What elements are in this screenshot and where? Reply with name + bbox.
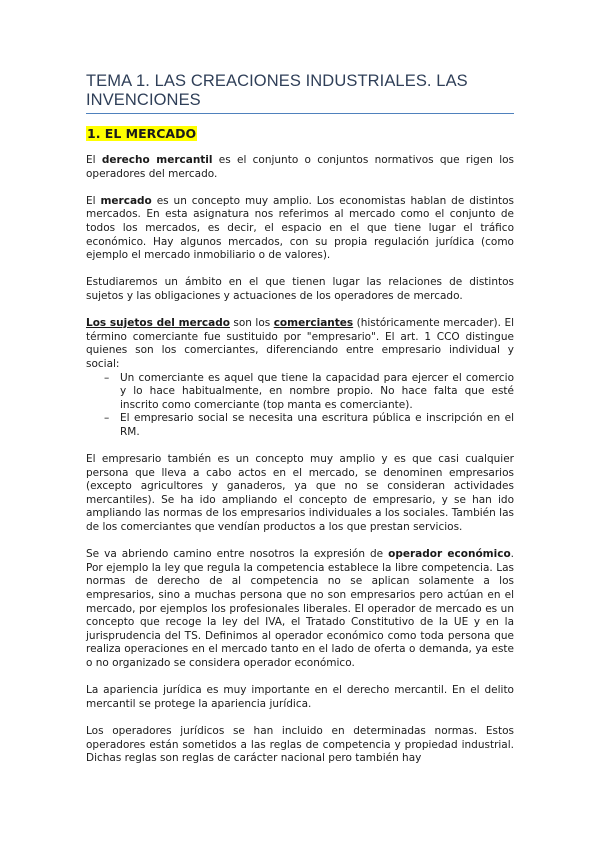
paragraph-mercado xyxy=(86,195,514,263)
term-sujetos-del-mercado: Los sujetos del mercado xyxy=(86,317,230,330)
p1-pre: El xyxy=(86,154,102,166)
paragraph-estudiaremos: Estudiaremos un ámbito en el que tienen lugar las relaciones de distintos sujetos y las obligaciones y actuaciones de los operadores de mercado. xyxy=(86,276,514,302)
paragraph-apariencia-juridica: La apariencia jurídica es muy importante en el derecho mercantil. En el delito mercantil se protege la apariencia jurídica. xyxy=(86,684,514,710)
page-title: TEMA 1. LAS CREACIONES INDUSTRIALES. LAS INVENCIONES xyxy=(86,72,468,109)
bullet-dash: – xyxy=(104,371,110,384)
paragraph-operador-economico xyxy=(86,548,514,670)
list-item xyxy=(86,372,514,413)
term-mercado: mercado xyxy=(100,194,152,207)
bullet-text: El empresario social se necesita una escritura pública e inscripción en el RM. xyxy=(120,412,514,438)
p6-pre: Se va abriendo camino entre nosotros la expresión de xyxy=(86,548,389,561)
bullet-text: Un comerciante es aquel que tiene la capacidad para ejercer el comercio y lo hace habitualmente, en nombre propio. No hace falta que esté inscrito como comerciante (top manta es comerciante). xyxy=(120,371,514,411)
p4-post: (históricamente mercader). El término comerciante fue sustituido por "empresario". El art. 1 CCO distingue quienes son los comerciantes, diferenciando entre empresario individual y social: xyxy=(86,317,514,370)
bullet-list xyxy=(86,372,514,440)
p4-mid: son los xyxy=(229,317,274,330)
term-comerciantes: comerciantes xyxy=(273,317,354,330)
section-heading xyxy=(86,126,197,142)
paragraph-empresario: El empresario también es un concepto muy amplio y es que casi cualquier persona que lleva a cabo actos en el mercado, se denominen empresarios (excepto agricultores y ganaderos, ya que no se consideran actividades mercantiles). Se ha ido ampliando el concepto de empresario, y se han ido ampliando las normas de los empresarios individuales a los sociales. También las de los comerciantes que vendían productos a los que prestan servicios. xyxy=(86,453,514,534)
title-underline-rule xyxy=(86,113,514,114)
p2-pre: El xyxy=(86,194,101,207)
p1-post: es el conjunto o conjuntos normativos que rigen los operadores del mercado. xyxy=(86,154,515,180)
paragraph-operadores-juridicos: Los operadores jurídicos se han incluido en determinadas normas. Estos operadores están sometidos a las reglas de competencia y propiedad industrial. Dichas reglas son reglas de carácter nacional pero también hay xyxy=(86,724,514,765)
list-item xyxy=(86,412,514,439)
body-text xyxy=(86,154,514,766)
p6-post: . Por ejemplo la ley que regula la competencia establece la libre competencia. Las normas de derecho de al competencia no se aplican solamente a los empresarios, sino a muchas persona que no son empresarios pero actúan en el mercado, por ejemplos los profesionales liberales. El operador de mercado es un concepto que recoge la ley del IVA, el Tratado Constitutivo de la UE y en la jurisprudencia del TS. Definimos al operador económico como toda persona que realiza operaciones en el mercado tanto en el lado de oferta o demanda, ya este o no organizado se considera operador económico. xyxy=(86,548,515,669)
paragraph-derecho-mercantil xyxy=(86,154,514,181)
bullet-dash: – xyxy=(104,412,110,425)
paragraph-sujetos xyxy=(86,317,514,371)
p2-post: es un concepto muy amplio. Los economistas hablan de distintos mercados. En esta asignatura nos referimos al mercado como el conjunto de todos los mercados, es decir, el espacio en el que tiene lugar el tráfico económico. Hay algunos mercados, con su propia regulación jurídica (como ejemplo el mercado inmobiliario o de valores). xyxy=(86,194,514,262)
term-derecho-mercantil: derecho mercantil xyxy=(101,154,213,166)
section-heading-text: 1. EL MERCADO xyxy=(87,126,197,141)
term-operador-economico: operador económico xyxy=(388,548,511,561)
